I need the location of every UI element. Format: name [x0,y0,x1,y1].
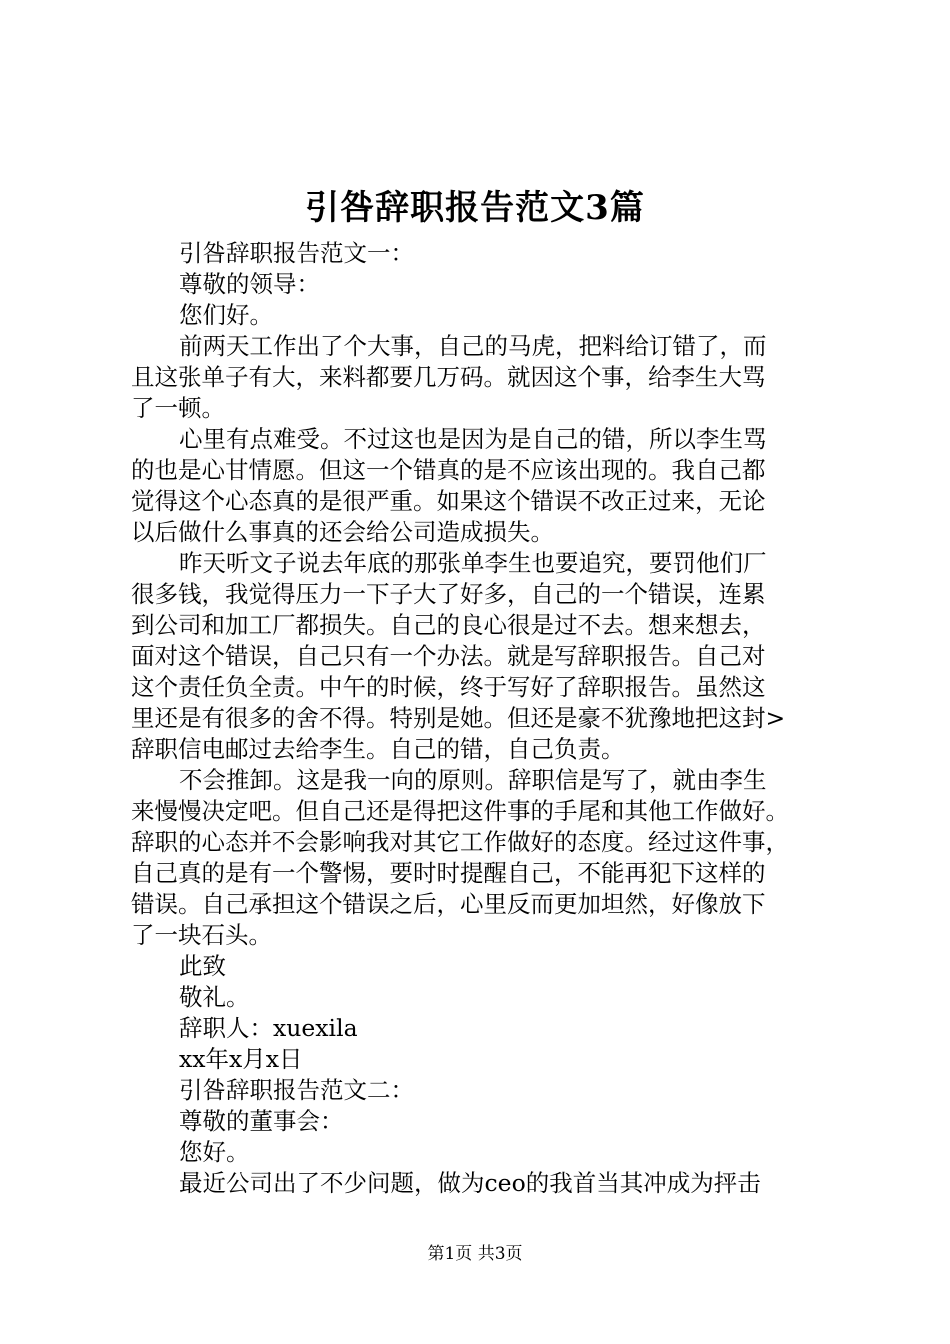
document-body [131,238,831,1199]
body-line: 了一块石头。 [131,921,272,949]
body-line: 心里有点难受。不过这也是因为是自己的错，所以李生骂 [179,425,767,453]
body-line: 昨天听文子说去年底的那张单李生也要追究，要罚他们厂 [179,549,767,577]
body-line: 尊敬的董事会： [179,1107,344,1135]
body-line: 前两天工作出了个大事，自己的马虎，把料给订错了，而 [179,332,767,360]
body-line: 以后做什么事真的还会给公司造成损失。 [131,518,554,546]
body-line: 辞职人：xuexila [179,1014,358,1042]
body-line: 了一顿。 [131,394,225,422]
body-line: 尊敬的领导： [179,270,320,298]
body-line: 引咎辞职报告范文一： [179,239,414,267]
body-line: 敬礼。 [179,983,250,1011]
body-line: 最近公司出了不少问题，做为ceo的我首当其冲成为抨击 [179,1169,761,1197]
body-line: 到公司和加工厂都损失。自己的良心很是过不去。想来想去， [131,611,766,639]
body-line: 不会推卸。这是我一向的原则。辞职信是写了，就由李生 [179,766,767,794]
body-line: 里还是有很多的舍不得。特别是她。但还是豪不犹豫地把这封> [131,704,786,732]
body-line: 您们好。 [179,301,273,329]
body-line: 且这张单子有大，来料都要几万码。就因这个事，给李生大骂 [131,363,766,391]
page-title: 引咎辞职报告范文3篇 [305,188,645,228]
body-line: 引咎辞职报告范文二： [179,1076,414,1104]
body-line: 的也是心甘情愿。但这一个错真的是不应该出现的。我自己都 [131,456,766,484]
body-line: 此致 [179,952,226,980]
body-line: 辞职的心态并不会影响我对其它工作做好的态度。经过这件事， [131,828,789,856]
body-line: 很多钱，我觉得压力一下子大了好多，自己的一个错误，连累 [131,580,766,608]
body-line: 错误。自己承担这个错误之后，心里反而更加坦然，好像放下 [131,890,766,918]
body-line: 面对这个错误，自己只有一个办法。就是写辞职报告。自己对 [131,642,766,670]
body-line: 自己真的是有一个警惕，要时时提醒自己，不能再犯下这样的 [131,859,766,887]
body-line: 来慢慢决定吧。但自己还是得把这件事的手尾和其他工作做好。 [131,797,789,825]
body-line: 这个责任负全责。中午的时候，终于写好了辞职报告。虽然这 [131,673,766,701]
body-line: 您好。 [179,1138,250,1166]
body-line: xx年x月x日 [179,1045,303,1073]
body-line: 觉得这个心态真的是很严重。如果这个错误不改正过来，无论 [131,487,766,515]
page-footer: 第1页 共3页 [427,1244,523,1264]
body-line: 辞职信电邮过去给李生。自己的错，自己负责。 [131,735,625,763]
